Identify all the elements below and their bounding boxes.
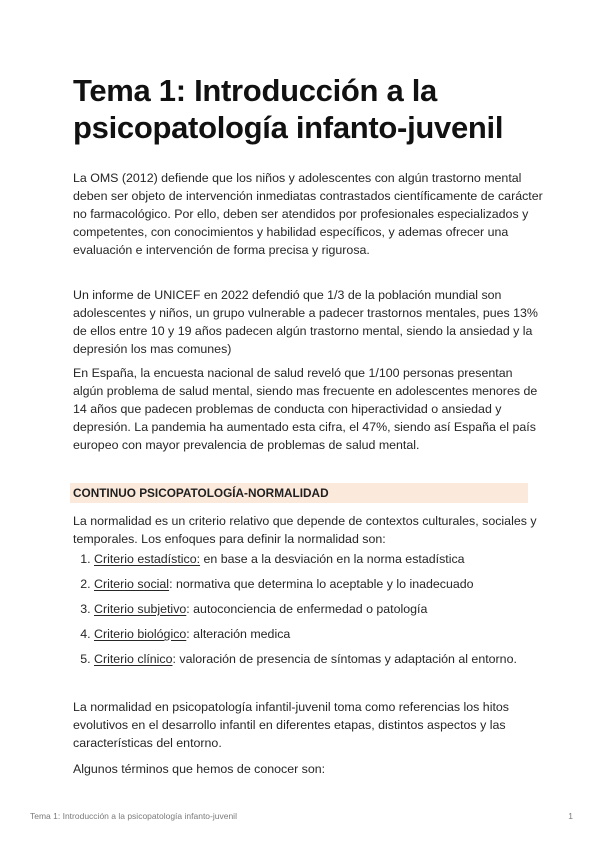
section-heading: CONTINUO PSICOPATOLOGÍA-NORMALIDAD — [70, 483, 528, 503]
criterion-name: Criterio estadístico: — [94, 552, 201, 566]
criteria-list — [73, 550, 564, 668]
list-item — [94, 600, 564, 618]
paragraph-espana: En España, la encuesta nacional de salud reveló que 1/100 personas presentan algún problema de salud mental, siendo mas frecuente en adolescentes menores de 14 años que padecen problemas de conducta con hiperactividad o ansiedad y depresión. La pandemia ha aumentado esta cifra, el 47%, siendo así España el país europeo con mayor prevalencia de problemas de salud mental. — [73, 366, 538, 452]
criterion-desc: en base a la desviación en la norma estadística — [200, 552, 465, 566]
criterion-desc: : normativa que determina lo aceptable y lo inadecuado — [169, 577, 474, 591]
page-title: Tema 1: Introducción a la psicopatología infanto-juvenil — [73, 73, 504, 145]
list-item — [94, 625, 564, 643]
paragraph-normalidad-closing: La normalidad en psicopatología infantil-juvenil toma como referencias los hitos evolutivos en el desarrollo infantil en diferentes etapas, distintos aspectos y las características del entorno. — [73, 700, 509, 750]
paragraph-unicef: Un informe de UNICEF en 2022 defendió que 1/3 de la población mundial son adolescentes y niños, un grupo vulnerable a padecer trastornos mentales, pues 13% de ellos entre 10 y 19 años padecen algún trastorno mental, siendo la ansiedad y la depresión los mas comunes) — [73, 288, 538, 356]
list-item — [94, 575, 564, 593]
paragraph-normalidad-intro: La normalidad es un criterio relativo que depende de contextos culturales, sociales y temporales. Los enfoques para definir la normalidad son: — [73, 514, 537, 546]
criterion-desc: : alteración medica — [186, 627, 291, 641]
paragraph-oms: La OMS (2012) defiende que los niños y adolescentes con algún trastorno mental deben ser objeto de intervención inmediatas contrastados científicamente de carácter no farmacológico. Por ello, deben ser atendidos por profesionales especializados y competentes, con conocimientos y habilidad específicos, y ademas ofrecer una evaluación e intervención de forma precisa y rigurosa. — [73, 171, 543, 257]
criterion-desc: : valoración de presencia de síntomas y adaptación al entorno. — [172, 652, 517, 666]
list-item — [94, 650, 564, 668]
criterion-name: Criterio biológico — [94, 627, 187, 641]
footer-page-number: 1 — [568, 811, 573, 821]
criterion-name: Criterio social — [94, 577, 170, 591]
footer-title: Tema 1: Introducción a la psicopatología infanto-juvenil — [30, 811, 237, 821]
criterion-name: Criterio clínico — [94, 652, 173, 666]
criterion-desc: : autoconciencia de enfermedad o patología — [186, 602, 428, 616]
list-item — [94, 550, 564, 568]
paragraph-terms-intro: Algunos términos que hemos de conocer son: — [73, 762, 326, 776]
criterion-name: Criterio subjetivo — [94, 602, 187, 616]
